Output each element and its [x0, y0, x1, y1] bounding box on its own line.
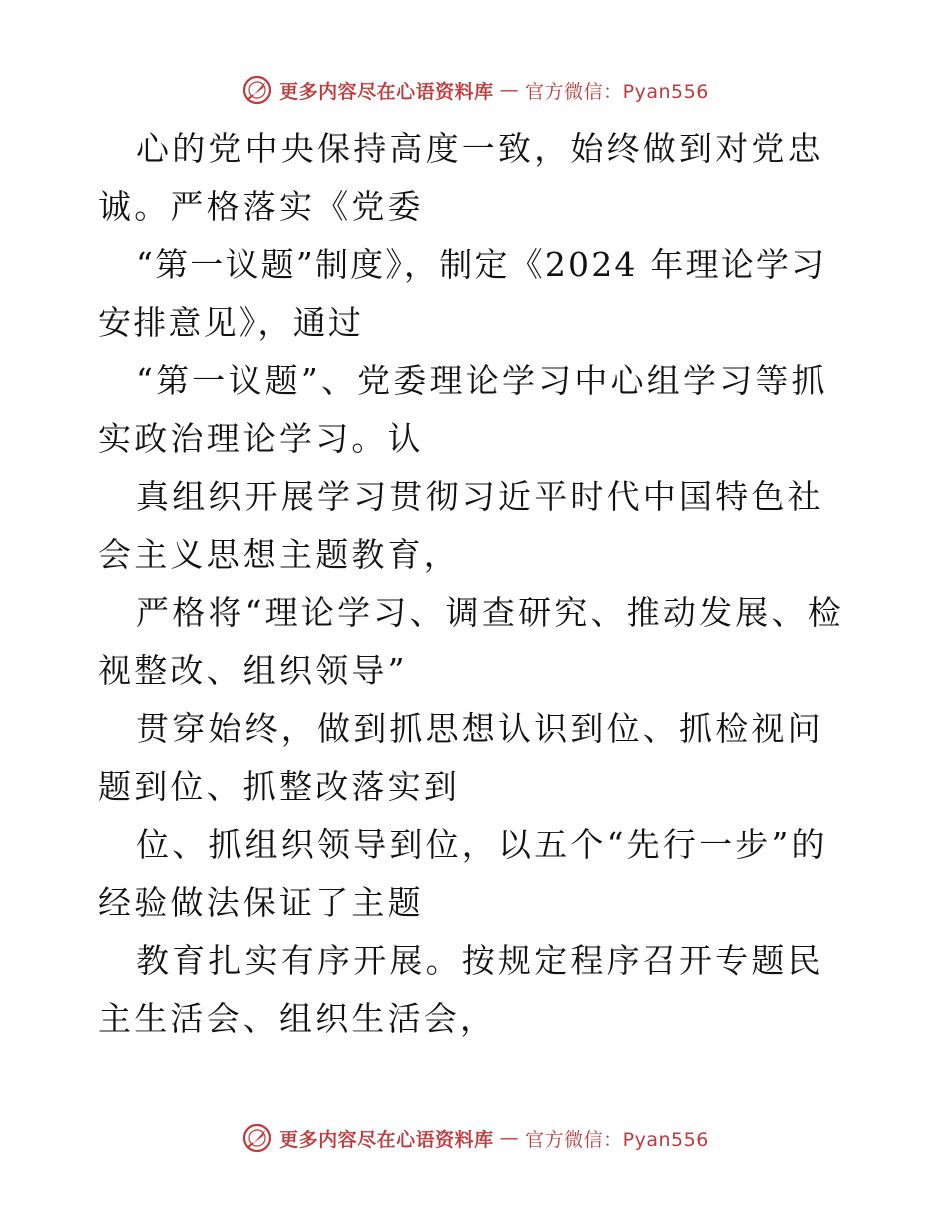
paragraph-4: 真组织开展学习贯彻习近平时代中国特色社会主义思想主题教育， — [98, 477, 824, 574]
watermark-text: 更多内容尽在心语资料库 — [279, 80, 494, 103]
watermark-separator: — — [499, 1127, 520, 1149]
quill-pen-logo-icon — [241, 74, 273, 106]
paragraph-3: “第一议题”、党委理论学习中心组学习等抓实政治理论学习。认 — [98, 361, 828, 458]
quill-pen-logo-icon — [241, 1122, 273, 1154]
paragraph-2: “第一议题”制度》，制定《2024 年理论学习安排意见》，通过 — [98, 245, 827, 342]
watermark-wechat: 官方微信：Pyan556 — [525, 80, 709, 103]
paragraph-7: 位、抓组织领导到位，以五个“先行一步”的经验做法保证了主题 — [98, 825, 828, 922]
paragraph-1: 心的党中央保持高度一致，始终做到对党忠诚。严格落实《党委 — [98, 129, 824, 226]
paragraph-8: 教育扎实有序开展。按规定程序召开专题民主生活会、组织生活会， — [98, 941, 824, 1038]
paragraph-6: 贯穿始终，做到抓思想认识到位、抓检视问题到位、抓整改落实到 — [98, 709, 824, 806]
watermark-text: 更多内容尽在心语资料库 — [279, 1128, 494, 1151]
paragraph-5: 严格将“理论学习、调查研究、推动发展、检视整改、组织领导” — [98, 593, 844, 690]
watermark-separator: — — [499, 79, 520, 101]
footer-watermark — [0, 1118, 950, 1158]
document-body — [98, 120, 853, 1048]
header-watermark — [0, 70, 950, 110]
watermark-wechat: 官方微信：Pyan556 — [525, 1128, 709, 1151]
